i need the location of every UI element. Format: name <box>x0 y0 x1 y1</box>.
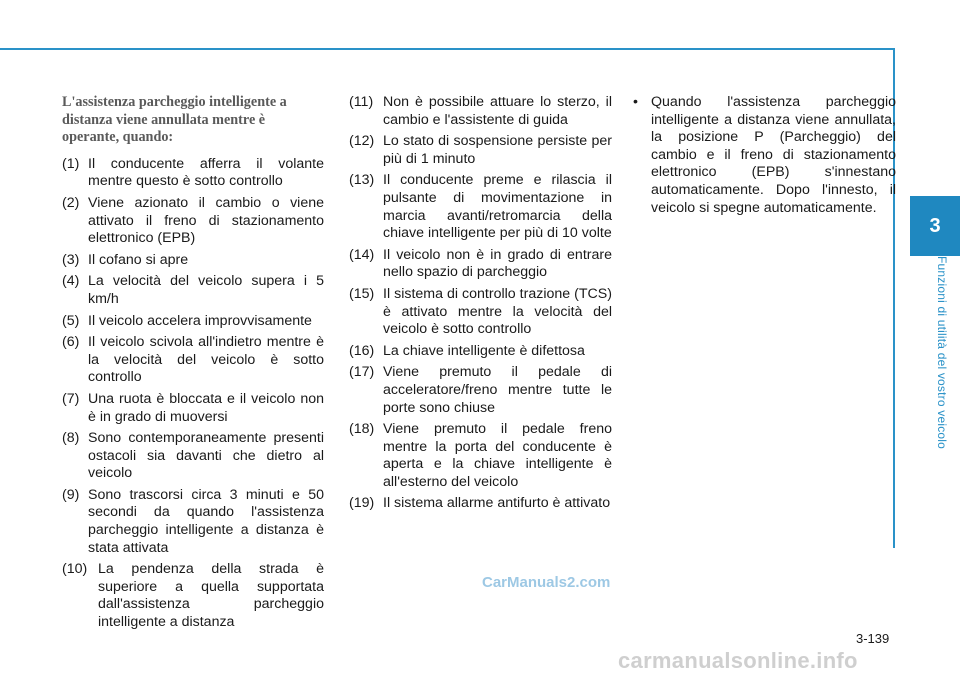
list-item <box>349 286 612 339</box>
item-number: (16) <box>349 342 375 359</box>
item-number: (4) <box>62 273 80 290</box>
item-number: (13) <box>349 172 375 189</box>
bullet-icon: • <box>633 94 638 110</box>
item-number: (12) <box>349 133 375 150</box>
list-item <box>62 430 324 483</box>
item-text: Il sistema di controllo trazione (TCS) è attivato mentre la velocità del veicolo è sotto controllo <box>383 285 612 338</box>
list-item <box>349 495 612 513</box>
item-text: Il veicolo non è in grado di entrare nello spazio di parcheggio <box>383 246 612 281</box>
list-item <box>62 561 324 631</box>
section-heading: L'assistenza parcheggio intelligente a distanza viene annullata mentre è operante, quando: <box>62 94 287 146</box>
item-text: Il veicolo scivola all'indietro mentre è la velocità del veicolo è sotto controllo <box>88 334 324 386</box>
list-item <box>62 252 324 270</box>
list-item <box>349 133 612 168</box>
item-text: Il cofano si apre <box>88 251 189 268</box>
item-number: (7) <box>62 390 80 407</box>
note-bullet-item <box>633 94 896 217</box>
column-2 <box>349 94 612 517</box>
item-number: (11) <box>349 94 374 110</box>
item-number: (18) <box>349 421 375 438</box>
item-text: Il conducente preme e rilascia il pulsante di movimentazione in marcia avanti/retromarcia della chiave intelligente per più di 10 volte <box>383 172 612 242</box>
item-text: La velocità del veicolo supera i 5 km/h <box>88 273 324 307</box>
list-item <box>349 364 612 417</box>
item-number: (2) <box>62 194 80 211</box>
item-text: Una ruota è bloccata e il veicolo non è in grado di muoversi <box>88 390 324 425</box>
item-number: (6) <box>62 334 80 351</box>
list-item <box>349 172 612 242</box>
item-text: Viene premuto il pedale di acceleratore/freno mentre tutte le porte sono chiuse <box>383 364 612 416</box>
list-item <box>349 94 612 129</box>
list-item <box>62 391 324 426</box>
list-item <box>62 273 324 308</box>
item-text: Non è possibile attuare lo sterzo, il cambio e l'assistente di guida <box>383 94 612 128</box>
item-number: (15) <box>349 285 375 302</box>
list-item <box>62 313 324 331</box>
list-item <box>349 247 612 282</box>
item-number: (3) <box>62 251 80 268</box>
item-text: Il sistema allarme antifurto è attivato <box>383 495 611 512</box>
cancel-conditions-list-2 <box>349 94 612 513</box>
list-item <box>349 421 612 491</box>
footer-watermark: carmanualsonline.info <box>618 648 858 673</box>
item-text: Sono contemporaneamente presenti ostacoli sia davanti che dietro al veicolo <box>88 430 324 482</box>
note-text: Quando l'assistenza parcheggio intelligente a distanza viene annullata, la posizione P (Parcheggio) del cambio e il freno di stazionamento elettronico (EPB) s'innestano automaticamente. Dopo l'innesto, il veicolo si spegne automaticamente. <box>651 94 896 216</box>
list-item <box>62 334 324 387</box>
header-rule <box>0 48 893 50</box>
list-item <box>349 343 612 361</box>
item-number: (1) <box>62 155 80 172</box>
watermark-link[interactable]: CarManuals2.com <box>482 574 611 591</box>
column-3 <box>633 94 896 217</box>
list-item <box>62 195 324 248</box>
list-item <box>62 156 324 191</box>
item-text: Il conducente afferra il volante mentre questo è sotto controllo <box>88 155 324 190</box>
list-item <box>62 487 324 557</box>
item-number: (14) <box>349 246 375 263</box>
item-number: (19) <box>349 495 375 512</box>
cancel-conditions-list-1 <box>62 156 324 632</box>
item-number: (5) <box>62 312 80 329</box>
chapter-tab[interactable]: 3 <box>910 196 960 256</box>
item-number: (8) <box>62 430 80 447</box>
item-text: Viene azionato il cambio o viene attivato il freno di stazionamento elettronico (EPB) <box>88 194 324 247</box>
chapter-title: Funzioni di utilità del vostro veicolo <box>935 256 949 450</box>
item-text: La chiave intelligente è difettosa <box>383 342 585 359</box>
page-number: 3-139 <box>856 631 890 646</box>
item-number: (17) <box>349 364 375 381</box>
item-text: Sono trascorsi circa 3 minuti e 50 secondi da quando l'assistenza parcheggio intelligente a distanza è stata attivata <box>88 486 324 556</box>
item-number: (10) <box>62 561 88 578</box>
item-text: Viene premuto il pedale freno mentre la porta del conducente è aperta e la chiave intelligente è all'esterno del veicolo <box>383 421 612 490</box>
item-number: (9) <box>62 486 80 503</box>
item-text: La pendenza della strada è superiore a quella supportata dall'assistenza parcheggio intelligente a distanza <box>98 561 324 631</box>
column-1 <box>62 94 324 636</box>
item-text: Il veicolo accelera improvvisamente <box>88 312 312 329</box>
item-text: Lo stato di sospensione persiste per più di 1 minuto <box>383 133 612 167</box>
